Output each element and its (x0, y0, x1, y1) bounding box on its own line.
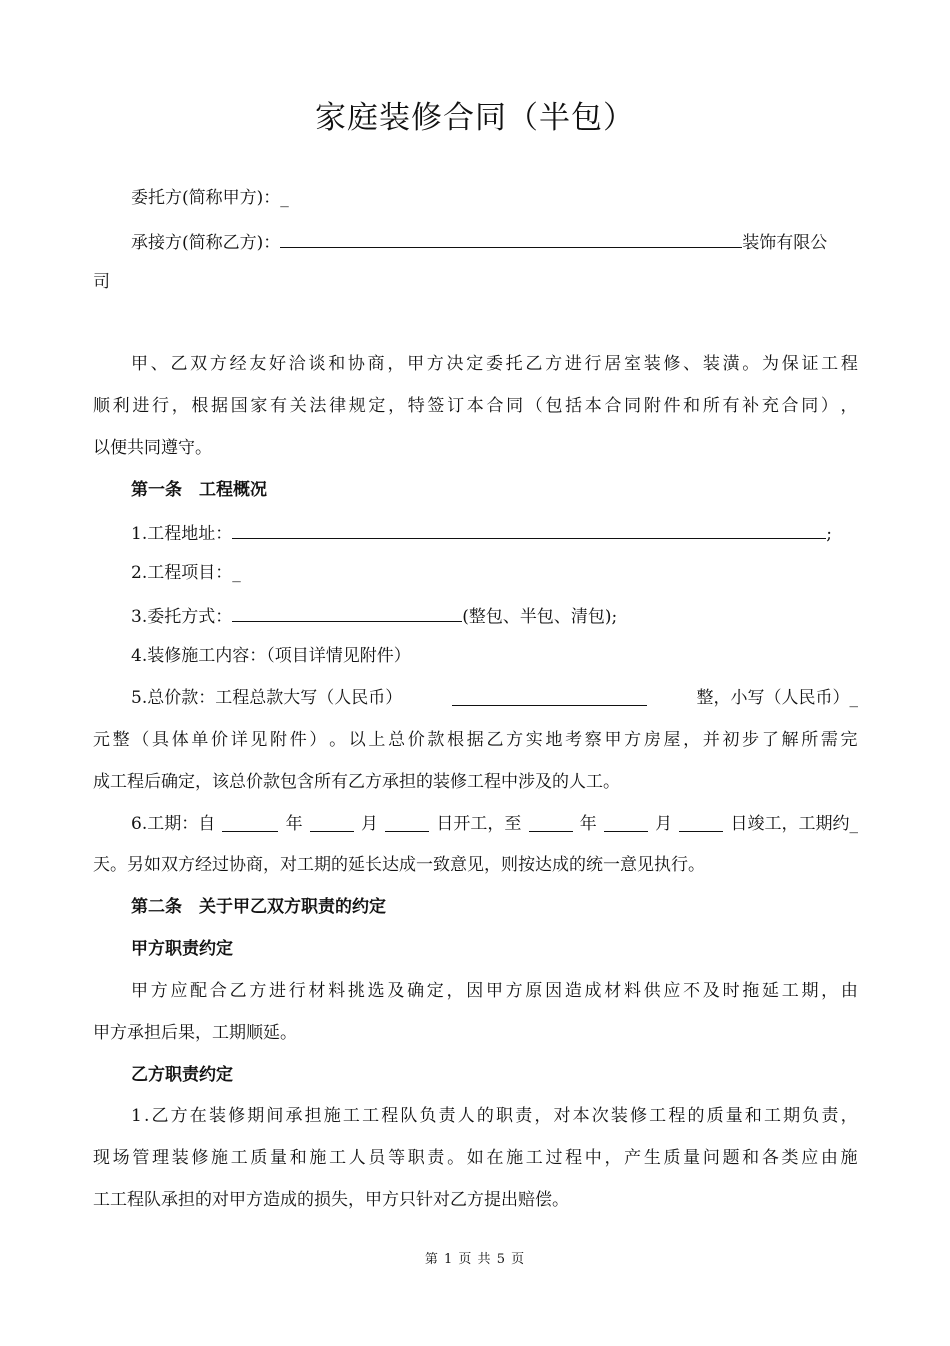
party-a-duties-line-2: 甲方承担后果，工期顺延。 (93, 1023, 297, 1043)
item-6-line-1 (131, 812, 858, 836)
start-month-blank (310, 812, 354, 832)
end-year-blank (529, 812, 573, 832)
party-b-duties-heading: 乙方职责约定 (131, 1065, 233, 1085)
item-6-a: 6.工期：自 (131, 814, 216, 834)
item-2-line: 2.工程项目：_ (131, 563, 241, 583)
item-1-end: ; (826, 524, 832, 544)
amount-uppercase-blank (452, 686, 647, 706)
item-6-d: 日开工，至 (436, 814, 522, 834)
party-a-duties-line-1: 甲 方 应 配 合 乙 方 进 行 材 料 挑 选 及 确 定 ， 因 甲 方 原 因 造 成 材 料 供 应 不 及 时 拖 延 工 期 ， 由 (131, 981, 858, 1001)
item-4-line: 4.装修施工内容：（项目详情见附件） (131, 646, 411, 666)
party-b-duties-line-3: 工工程队承担的对甲方造成的损失，甲方只针对乙方提出赔偿。 (93, 1190, 569, 1210)
item-1-line (131, 519, 832, 546)
item-6-f: 月 (655, 814, 673, 834)
item-1-label: 1.工程地址： (131, 524, 233, 544)
method-blank (232, 602, 462, 622)
document-title: 家庭装修合同（半包） (315, 100, 635, 136)
article-1-heading: 第一条 工程概况 (131, 480, 267, 500)
item-5-part-2: 整，小写（人民币）_ (696, 688, 858, 708)
party-b-suffix: 装饰有限公 (742, 233, 828, 253)
item-6-c: 月 (360, 814, 378, 834)
item-5-line-2: 元 整 （ 具 体 单 价 详 见 附 件 ） 。 以 上 总 价 款 根 据 乙 方 实 地 考 察 甲 方 房 屋 ， 并 初 步 了 解 所 需 完 (93, 730, 858, 750)
start-day-blank (385, 812, 429, 832)
end-day-blank (679, 812, 723, 832)
start-year-blank (222, 812, 278, 832)
party-b-blank (280, 228, 742, 248)
page-footer: 第 1 页 共 5 页 (424, 1252, 526, 1267)
preamble-line-1: 甲 、 乙 双 方 经 友 好 洽 谈 和 协 商 ， 甲 方 决 定 委 托 乙 方 进 行 居 室 装 修 、 装 潢 。 为 保 证 工 程 (131, 354, 858, 374)
party-b-label: 承接方(简称乙方)： (131, 233, 281, 253)
party-b-wrap: 司 (93, 272, 110, 292)
party-a-line: 委托方(简称甲方)：_ (131, 188, 289, 208)
preamble-line-3: 以便共同遵守。 (93, 438, 212, 458)
party-b-line (131, 228, 827, 255)
party-b-duties-line-1: 1 . 乙 方 在 装 修 期 间 承 担 施 工 工 程 队 负 责 人 的 职 责 ， 对 本 次 装 修 工 程 的 质 量 和 工 期 负 责 ， (131, 1106, 858, 1126)
item-3-suffix: (整包、半包、清包); (462, 607, 618, 627)
article-2-heading: 第二条 关于甲乙双方职责的约定 (131, 897, 386, 917)
item-6-g: 日竣工，工期约_ (730, 814, 858, 834)
preamble-line-2: 顺 利 进 行 ， 根 据 国 家 有 关 法 律 规 定 ， 特 签 订 本 合 同 （ 包 括 本 合 同 附 件 和 所 有 补 充 合 同 ） ， (93, 396, 858, 416)
item-6-b: 年 (285, 814, 303, 834)
party-b-duties-line-2: 现 场 管 理 装 修 施 工 质 量 和 施 工 人 员 等 职 责 。 如 在 施 工 过 程 中 ， 产 生 质 量 问 题 和 各 类 应 由 施 (93, 1148, 858, 1168)
item-3-label: 3.委托方式： (131, 607, 233, 627)
item-6-line-2: 天。另如双方经过协商，对工期的延长达成一致意见，则按达成的统一意见执行。 (93, 855, 705, 875)
end-month-blank (604, 812, 648, 832)
item-5-line-3: 成工程后确定，该总价款包含所有乙方承担的装修工程中涉及的人工。 (93, 772, 620, 792)
item-3-line (131, 602, 617, 629)
party-a-duties-heading: 甲方职责约定 (131, 939, 233, 959)
item-6-e: 年 (579, 814, 597, 834)
address-blank (232, 519, 826, 539)
item-5-part-1: 5.总价款：工程总款大写（人民币） (131, 688, 403, 708)
item-5-line-1 (131, 686, 858, 710)
